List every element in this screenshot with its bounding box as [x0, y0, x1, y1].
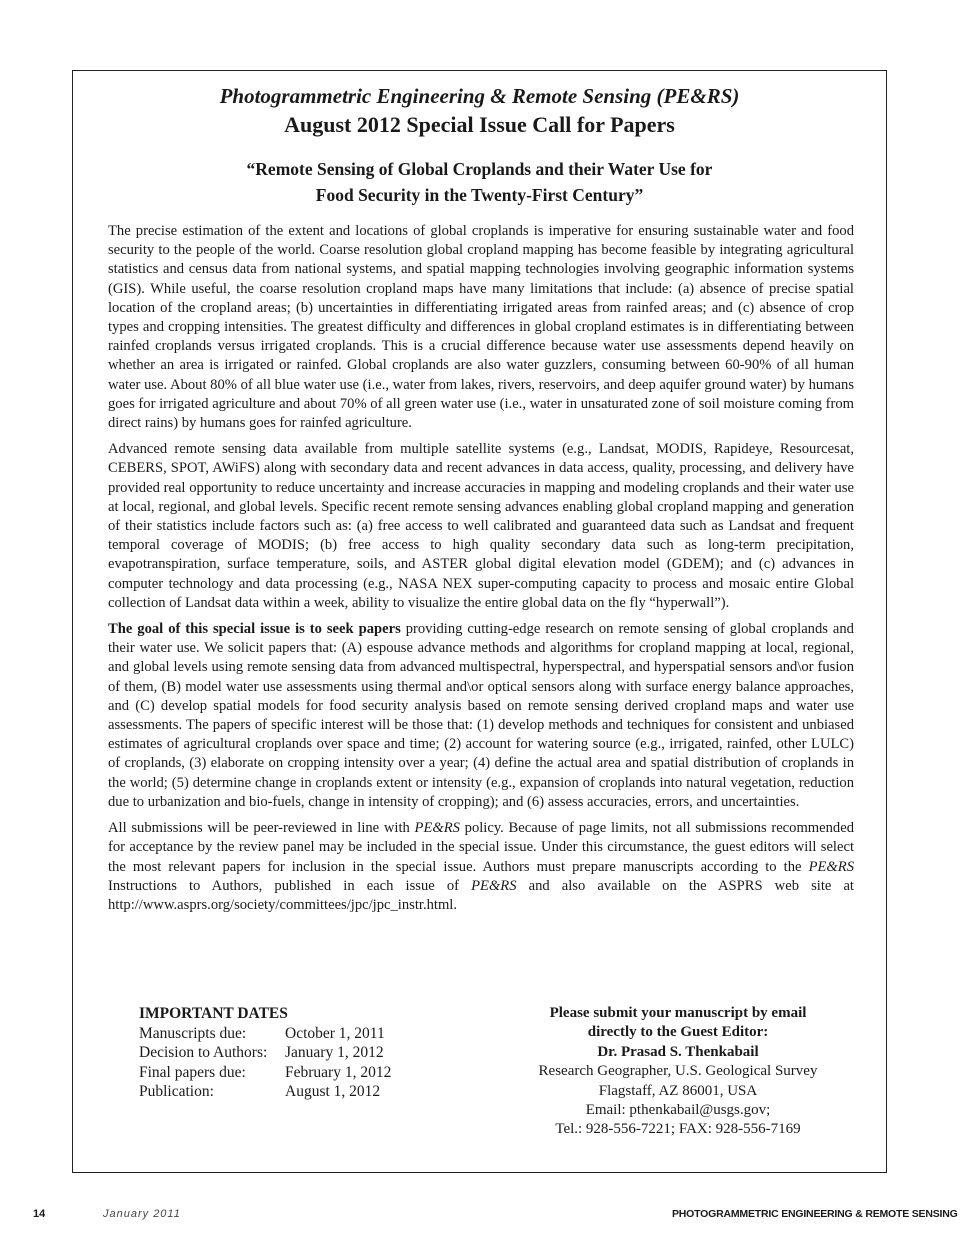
page-number: 14	[33, 1208, 46, 1220]
journal-abbrev-italic: PE&RS	[471, 877, 517, 894]
goal-lead-in: The goal of this special issue is to seek papers	[108, 621, 401, 638]
paragraph-advances: Advanced remote sensing data available from multiple satellite systems (e.g., Landsat, MODIS, Rapideye, Resourcesat, CEBERS, SPOT, AWiFS) along with secondary data and recent advances in data access, quality, processing, and delivery have provided real opportunity to reduce uncertainty and increase accuracies in mapping and modeling croplands and their water use at local, regional, and global levels. Specific recent remote sensing advances enabling global cropland mapping and generation of their statistics include factors such as: (a) free access to well calibrated and guaranteed data such as Landsat and frequent temporal coverage of MODIS; (b) free access to high quality secondary data such as long-term precipitation, evapotranspiration, surface temperature, soils, and ASTER global digital elevation model (GDEM); and (c) advances in computer technology and data processing (e.g., NASA NEX super-computing capacity to process and mosaic entire Global collection of Landsat data within a week, ability to visualize the entire global data on the fly “hyperwall”).	[108, 441, 854, 611]
journal-abbrev-italic: PE&RS	[414, 820, 460, 837]
journal-abbrev-open: (	[651, 84, 664, 108]
paragraph-goal	[108, 620, 854, 812]
special-issue-subtitle-line1: “Remote Sensing of Global Croplands and their Water Use for	[246, 159, 713, 179]
submissions-text-c: Instructions to Authors, published in each issue of	[108, 877, 472, 894]
important-dates	[139, 1004, 391, 1102]
submissions-text-a: All submissions will be peer-reviewed in line with	[108, 820, 415, 837]
date-row	[139, 1063, 391, 1083]
guest-editor-role: Research Geographer, U.S. Geological Survey	[538, 1063, 818, 1080]
date-value: October 1, 2011	[285, 1024, 385, 1042]
important-dates-heading: IMPORTANT DATES	[139, 1005, 288, 1022]
body-text	[108, 222, 854, 922]
submit-instruction-line2: directly to the Guest Editor:	[587, 1024, 769, 1041]
date-value: February 1, 2012	[285, 1063, 392, 1081]
guest-editor-contact	[522, 1004, 834, 1140]
paragraph-intro: The precise estimation of the extent and locations of global croplands is imperative for ensuring sustainable water and food security to the people of the world. Coarse resolution global cropland mapping has become feasible by integrating agricultural statistics and census data from national systems, and spatial mapping technologies involving geographic information systems (GIS). While useful, the coarse resolution cropland maps have many limitations that include: (a) absence of precise spatial location of the cropland areas; (b) uncertainties in differentiating irrigated areas from rainfed areas; and (c) absence of crop types and cropping intensities. The greatest difficulty and differences in global cropland estimates is in differentiating between rainfed croplands versus irrigated croplands. This is a crucial difference because water use assessments depend heavily on whether an area is irrigated or rainfed. Global croplands are also water guzzlers, consuming between 60-90% of all human water use. About 80% of all blue water use (i.e., water from lakes, rivers, reservoirs, and deep aquifer ground water) by humans goes for irrigated agriculture and about 70% of all green water use (i.e., water in unsaturated zone of soil moisture coming from direct rains) by humans goes for rainfed agriculture.	[108, 223, 854, 432]
guest-editor-name: Dr. Prasad S. Thenkabail	[597, 1043, 759, 1060]
submissions-text-b: policy. Because of page limits, not all submissions recommended for acceptance by the review panel may be included in the special issue. Under this circumstance, the guest editors will select the most relevant papers for inclusion in the special issue. Authors must prepare manuscripts according to the	[108, 820, 854, 875]
special-issue-subtitle-line2: Food Security in the Twenty-First Century”	[315, 185, 644, 205]
submissions-text-d: and also available on the ASPRS web site at http://www.asprs.org/society/committees/jpc/jpc_instr.html.	[108, 877, 854, 913]
date-value: January 1, 2012	[285, 1044, 384, 1061]
journal-abbrev-italic: PE&RS	[808, 858, 854, 875]
journal-title	[72, 84, 887, 109]
issue-date: January 2011	[103, 1208, 181, 1220]
guest-editor-phone: Tel.: 928-556-7221; FAX: 928-556-7169	[555, 1121, 801, 1138]
paragraph-submissions	[108, 819, 854, 915]
journal-abbrev-close: )	[732, 84, 740, 108]
date-label: Manuscripts due:	[139, 1024, 247, 1042]
date-label: Final papers due:	[139, 1063, 246, 1081]
date-row	[139, 1043, 391, 1063]
date-row	[139, 1024, 391, 1044]
date-value: August 1, 2012	[285, 1083, 381, 1100]
date-label: Decision to Authors:	[139, 1044, 268, 1061]
date-label: Publication:	[139, 1083, 214, 1100]
goal-text: providing cutting-edge research on remote sensing of global croplands and their water use. We solicit papers that: (A) espouse advance methods and algorithms for cropland mapping at local, regional, and global levels using remote sensing data from advanced multispectral, hyperspectral, and hyperspatial sensors and\or fusion of them, (B) model water use assessments using thermal and\or optical sensors along with surface energy balance approaches, and (C) develop spatial models for food security analysis based on remote sensing derived cropland maps and water use assessments. The papers of specific interest will be those that: (1) develop methods and techniques for consistent and unbiased estimates of agricultural croplands over space and time; (2) account for watering source (e.g., irrigated, rainfed, other LULC) of croplands, (3) elaborate on cropping intensity over a year; (4) define the actual area and spatial distribution of croplands in the world; (5) determine change in croplands extent or intensity (e.g., expansion of croplands into natural vegetation, reduction due to urbanization and bio-fuels, change in intensity of cropping); and (6) assess accuracies, errors, and uncertainties.	[108, 621, 854, 810]
running-footer-journal: PHOTOGRAMMETRIC ENGINEERING & REMOTE SENSING	[672, 1208, 958, 1220]
issue-title: August 2012 Special Issue Call for Papers	[284, 112, 675, 137]
guest-editor-address: Flagstaff, AZ 86001, USA	[598, 1082, 758, 1099]
journal-name: Photogrammetric Engineering & Remote Sensing	[219, 84, 652, 108]
submit-instruction-line1: Please submit your manuscript by email	[549, 1005, 807, 1021]
date-row	[139, 1082, 391, 1102]
journal-abbrev: PE&RS	[663, 84, 733, 108]
guest-editor-email: Email: pthenkabail@usgs.gov;	[585, 1102, 771, 1119]
